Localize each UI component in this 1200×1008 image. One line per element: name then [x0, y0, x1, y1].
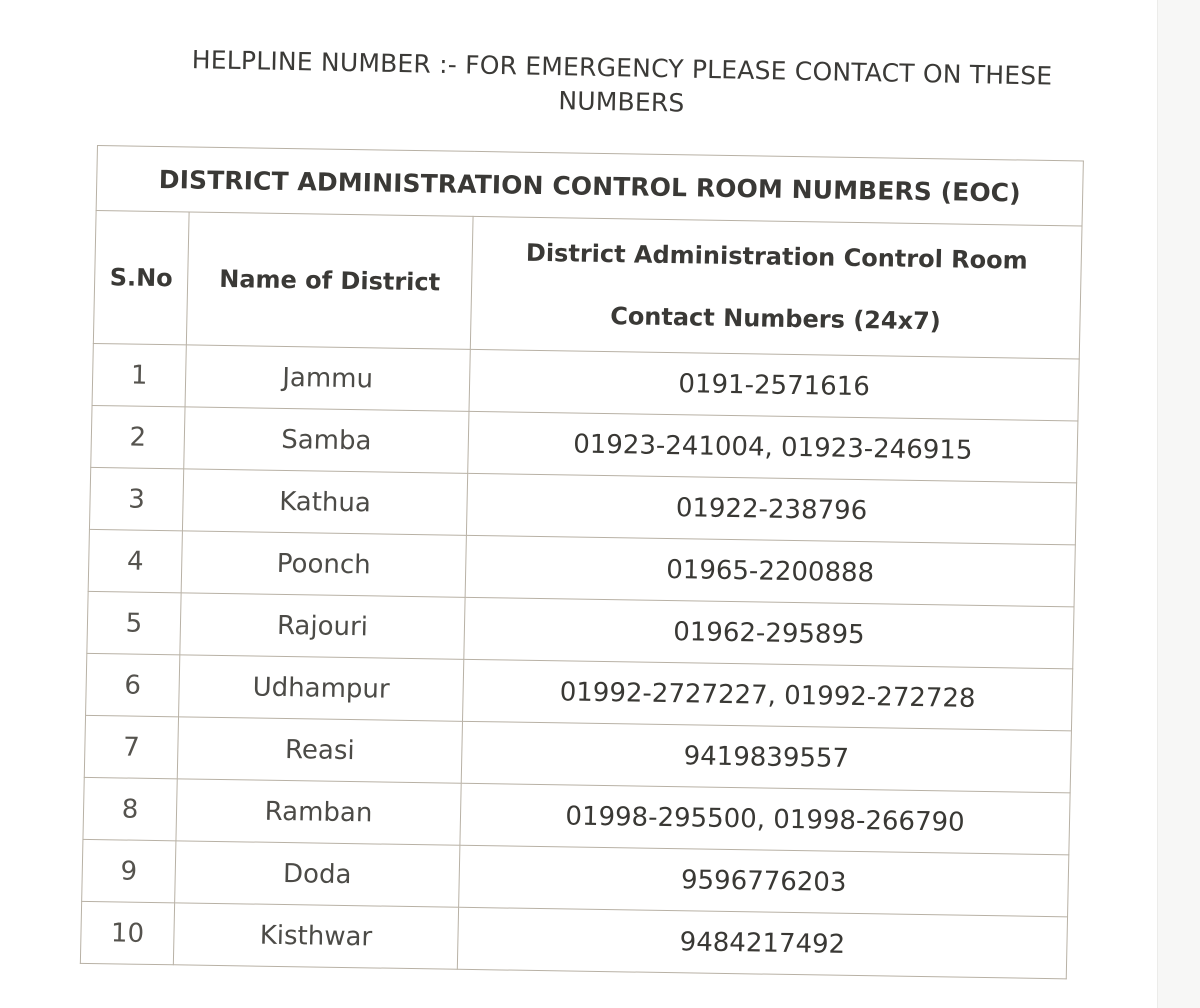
row-contact-numbers: 0191-2571616: [469, 349, 1079, 421]
row-contact-numbers: 9419839557: [461, 721, 1071, 793]
page-edge-shade: [1157, 0, 1200, 1008]
row-district: Doda: [175, 841, 460, 907]
row-sno: 7: [84, 715, 178, 778]
row-district: Poonch: [181, 531, 466, 597]
helpline-heading-line1: HELPLINE NUMBER :- FOR EMERGENCY PLEASE CONTACT ON THESE: [191, 45, 1053, 91]
row-sno: 4: [88, 529, 182, 592]
row-sno: 6: [86, 653, 180, 716]
header-contacts-line1: District Administration Control Room: [525, 238, 1028, 275]
table-header-row: [93, 210, 1082, 358]
control-room-sheet: [80, 145, 1083, 979]
row-contact-numbers: 9484217492: [457, 907, 1067, 979]
row-sno: 5: [87, 591, 181, 654]
helpline-heading-line2: NUMBERS: [558, 86, 685, 118]
row-sno: 10: [80, 901, 174, 964]
row-contact-numbers: 01922-238796: [466, 473, 1076, 545]
row-sno: 8: [83, 777, 177, 840]
row-sno: 1: [92, 343, 186, 406]
row-contact-numbers: 01962-295895: [464, 597, 1074, 669]
row-district: Reasi: [177, 717, 462, 783]
row-district: Samba: [184, 407, 469, 473]
row-contact-numbers: 9596776203: [459, 845, 1069, 917]
control-room-table: [80, 145, 1084, 979]
helpline-heading: [134, 42, 1110, 129]
header-contacts-line2: Contact Numbers (24x7): [609, 302, 942, 336]
row-district: Kisthwar: [173, 903, 458, 969]
row-district: Udhampur: [179, 655, 464, 721]
row-contact-numbers: 01965-2200888: [465, 535, 1075, 607]
row-sno: 2: [91, 405, 185, 468]
row-district: Rajouri: [180, 593, 465, 659]
row-district: Kathua: [182, 469, 467, 535]
row-contact-numbers: 01923-241004, 01923-246915: [468, 411, 1078, 483]
row-sno: 3: [89, 467, 183, 530]
header-contacts: [470, 216, 1082, 359]
header-sno: S.No: [93, 210, 189, 344]
row-contact-numbers: 01998-295500, 01998-266790: [460, 783, 1070, 855]
row-district: Ramban: [176, 779, 461, 845]
row-sno: 9: [82, 839, 176, 902]
row-district: Jammu: [185, 345, 470, 411]
header-district: Name of District: [186, 212, 473, 349]
row-contact-numbers: 01992-2727227, 01992-272728: [463, 659, 1073, 731]
table-title: DISTRICT ADMINISTRATION CONTROL ROOM NUMBERS (EOC): [96, 146, 1083, 226]
